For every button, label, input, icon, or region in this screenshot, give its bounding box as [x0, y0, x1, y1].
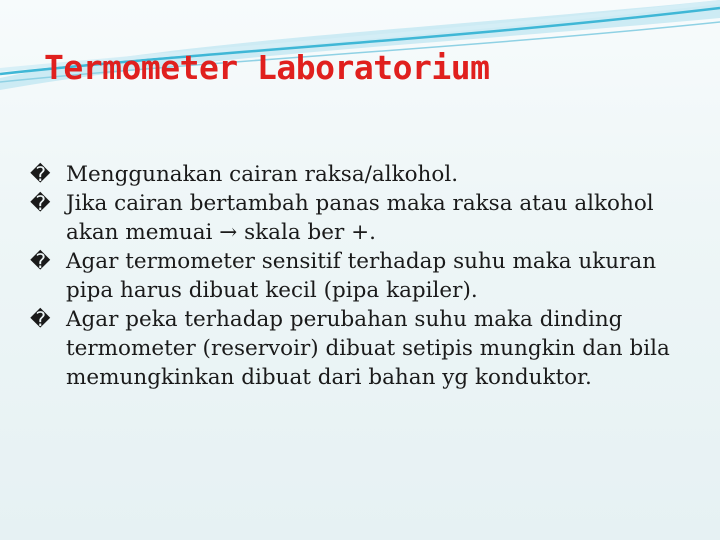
- bullet-item: [30, 160, 700, 189]
- bullet-marker-icon: �: [30, 249, 51, 273]
- bullet-text: Agar peka terhadap perubahan suhu maka dinding termometer (reservoir) dibuat setipis mungkin dan bila memungkinkan dibuat dari bahan yg konduktor.: [66, 307, 670, 390]
- bullet-item: [30, 305, 700, 392]
- bullet-text: Jika cairan bertambah panas maka raksa atau alkohol akan memuai → skala ber +.: [66, 191, 654, 245]
- bullet-marker-icon: �: [30, 307, 51, 331]
- bullet-list: [30, 160, 700, 392]
- bullet-marker-icon: �: [30, 162, 51, 186]
- bullet-text: Agar termometer sensitif terhadap suhu maka ukuran pipa harus dibuat kecil (pipa kapiler).: [66, 249, 657, 303]
- bullet-text: Menggunakan cairan raksa/alkohol.: [66, 162, 459, 187]
- bullet-marker-icon: �: [30, 191, 51, 215]
- bullet-item: [30, 189, 700, 247]
- bullet-item: [30, 247, 700, 305]
- slide-title: Termometer Laboratorium: [44, 48, 490, 87]
